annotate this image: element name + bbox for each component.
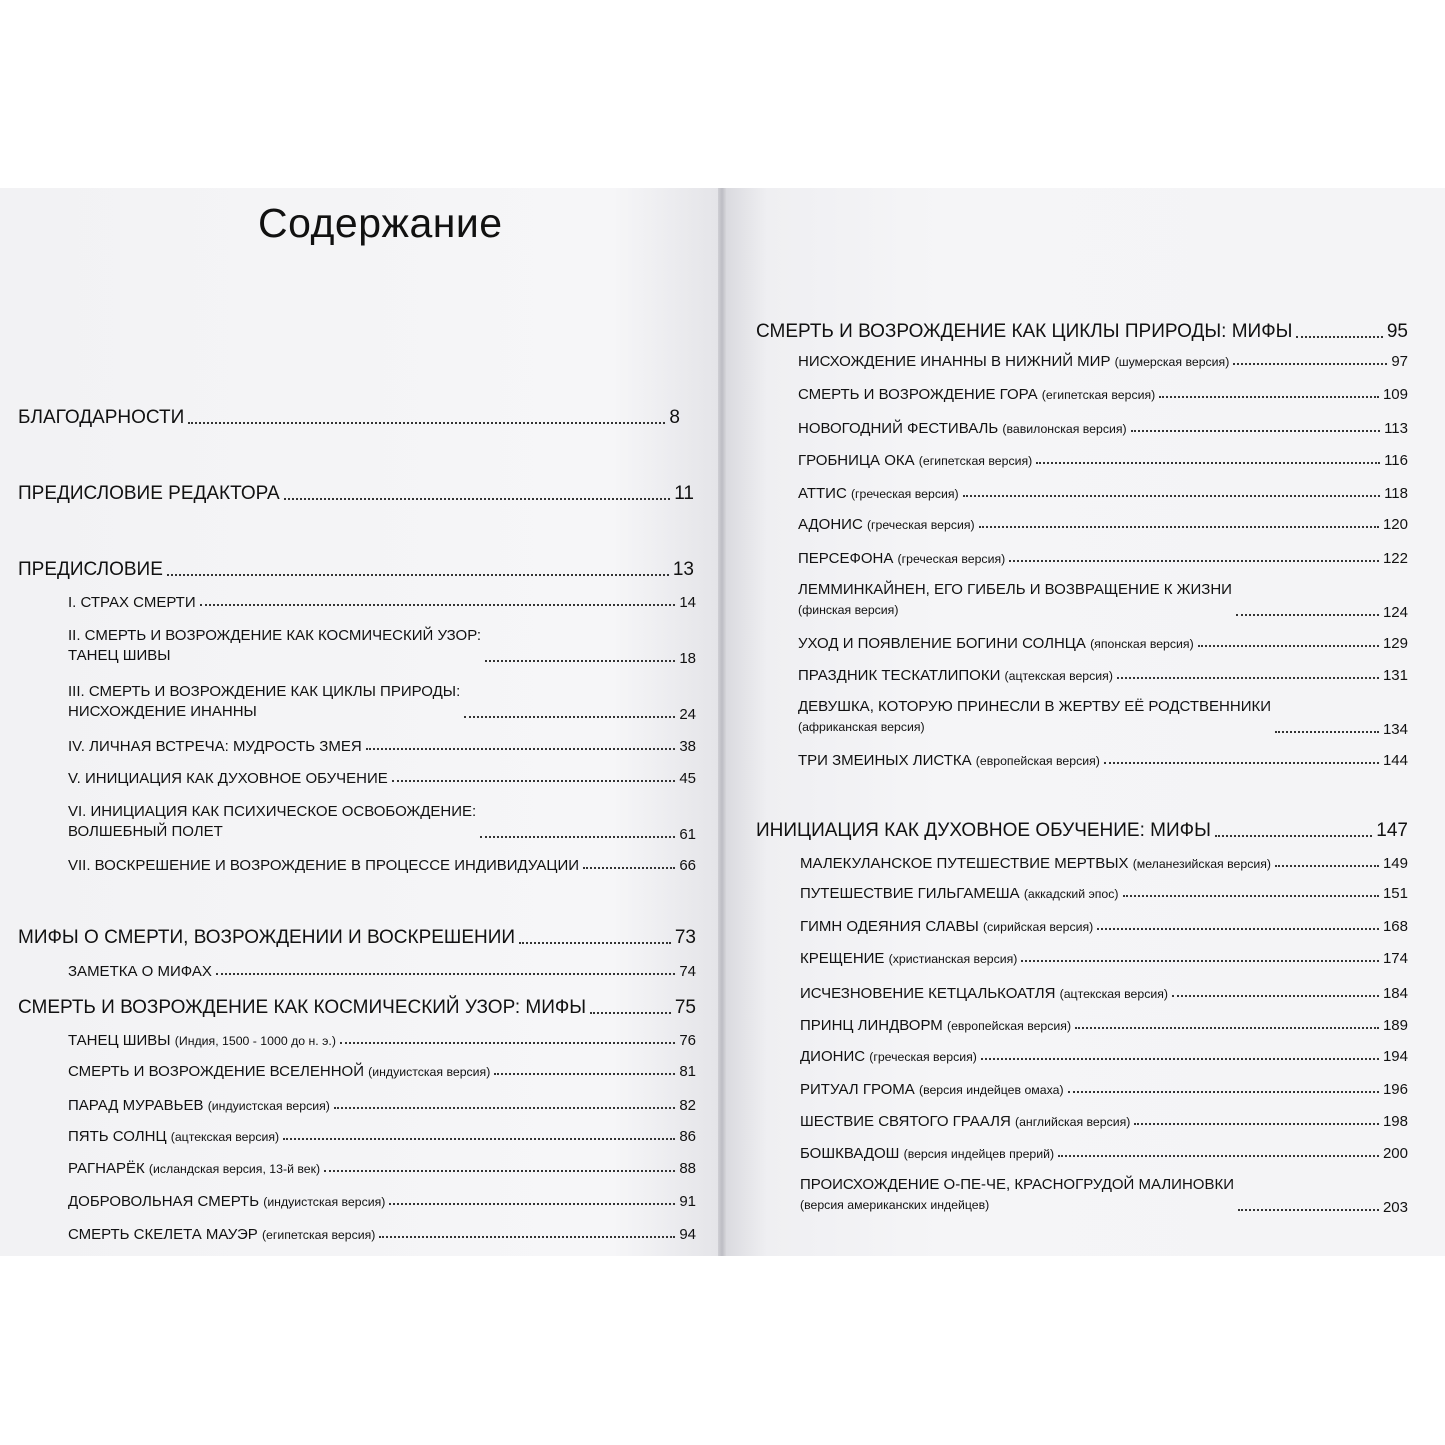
toc-entry-page-number: 174 [1382,950,1408,967]
toc-entry-note: (греческая версия) [866,518,975,532]
toc-entry-title: БОШКВАДОШ [800,1145,900,1162]
toc-entry-note: (греческая версия) [850,487,959,501]
toc-entry-page-number: 38 [679,738,696,755]
dot-leader [464,716,675,718]
toc-entry-page-number: 147 [1376,820,1408,841]
toc-entry-text [800,1145,1054,1162]
toc-entry-title: СМЕРТЬ И ВОЗРОЖДЕНИЕ ГОРА [798,386,1038,403]
toc-entry-text [798,752,1100,769]
toc-entry-note: (египетская версия) [918,454,1033,468]
toc-entry-title-line2: ВОЛШЕБНЫЙ ПОЛЕТ [68,823,223,841]
toc-entry-note: (африканская версия) [798,720,925,735]
toc-entry-text [798,353,1229,370]
dot-leader [963,495,1380,497]
dot-leader [1275,731,1379,733]
toc-entry-page-number: 66 [679,857,696,874]
toc-entry-title: ДЕВУШКА, КОТОРУЮ ПРИНЕСЛИ В ЖЕРТВУ ЕЁ РОДСТВЕННИКИ [798,698,1272,715]
toc-entry-adonis[interactable] [798,516,1408,533]
book-gutter [718,188,726,1256]
toc-entry-inanna-descent[interactable] [798,353,1408,370]
toc-entry-page-number: 194 [1382,1048,1408,1065]
dot-leader [1104,762,1379,764]
toc-entry-page-number: 97 [1391,353,1408,370]
toc-entry-page-number: 116 [1384,452,1408,469]
toc-entry-page-number: 11 [674,483,694,504]
toc-entry-title: ЗАМЕТКА О МИФАХ [68,963,212,980]
dot-leader [188,422,665,424]
toc-entry-title-line2: ТАНЕЦ ШИВЫ [68,647,171,665]
dot-leader [1036,462,1380,464]
toc-entry-title: ПРЕДИСЛОВИЕ РЕДАКТОРА [18,483,280,504]
toc-entry-thunder-ritual[interactable] [800,1081,1408,1098]
toc-entry-page-number: 120 [1382,516,1408,533]
toc-entry-page-number: 203 [1382,1198,1408,1216]
toc-entry-note: (сирийская версия) [983,920,1094,934]
dot-leader [389,1203,675,1205]
toc-entry-page-number: 73 [674,927,696,948]
toc-entry-tezcatlipoca[interactable] [798,667,1408,684]
toc-entry-text [68,1226,375,1243]
toc-entry-shiva-dance[interactable] [68,1032,696,1049]
toc-entry-text [798,635,1194,652]
page-title: Содержание [258,200,503,246]
toc-entry-cycles-of-nature[interactable] [68,682,696,723]
toc-entry-persephone[interactable] [798,550,1408,567]
toc-entry-baptism[interactable] [800,950,1408,967]
toc-entry-text [800,1048,977,1065]
toc-entry-title: НОВОГОДНИЙ ФЕСТИВАЛЬ [798,420,999,437]
toc-entry-page-number: 24 [679,705,696,723]
dot-leader [366,748,676,750]
toc-entry-page-number: 91 [679,1193,696,1210]
toc-entry-title: II. СМЕРТЬ И ВОЗРОЖДЕНИЕ КАК КОСМИЧЕСКИЙ УЗОР: [68,627,482,644]
toc-entry-title: НИСХОЖДЕНИЕ ИНАННЫ В НИЖНИЙ МИР [798,353,1111,370]
dot-leader [1233,363,1387,365]
dot-leader [283,1138,675,1140]
toc-entry-ragnarok[interactable] [68,1160,696,1177]
toc-entry-note: (ацтекская версия) [1059,987,1168,1001]
toc-entry-title: VI. ИНИЦИАЦИЯ КАК ПСИХИЧЕСКОЕ ОСВОБОЖДЕНИЕ: [68,803,477,820]
toc-entry-text [800,1175,1234,1216]
toc-entry-text [68,682,460,723]
toc-entry-note: (исландская версия, 13-й век) [148,1162,321,1176]
dot-leader [1009,560,1379,562]
toc-entry-text [68,1063,490,1080]
toc-entry-page-number: 82 [679,1097,696,1114]
toc-entry-note: (индуистская версия) [368,1065,491,1079]
toc-entry-page-number: 113 [1384,420,1408,437]
toc-entry-text [800,1017,1071,1034]
toc-entry-note: (ацтекская версия) [170,1130,280,1144]
toc-entry-text [798,452,1032,469]
dot-leader [1131,430,1380,432]
dot-leader [379,1236,675,1238]
dot-leader [519,942,671,944]
toc-entry-note: (версия индейцев прерий) [903,1147,1055,1161]
toc-entry-text [68,1128,279,1145]
toc-entry-page-number: 81 [679,1063,696,1080]
dot-leader [1021,960,1379,962]
dot-leader [216,973,675,975]
toc-entry-title: ПАРАД МУРАВЬЕВ [68,1097,204,1114]
toc-entry-gilgamesh[interactable] [800,885,1408,902]
toc-entry-page-number: 118 [1384,485,1408,502]
toc-entry-note: (японская версия) [1090,637,1194,651]
toc-entry-page-number: 14 [679,594,696,611]
toc-entry-note-on-myths[interactable] [68,963,696,980]
toc-entry-cosmic-pattern[interactable] [68,626,696,667]
toc-entry-ants-parade[interactable] [68,1097,696,1114]
toc-entry-acknowledgements[interactable] [18,407,680,429]
dot-leader [324,1170,675,1172]
toc-entry-page-number: 134 [1382,720,1408,738]
toc-entry-text [18,927,515,949]
toc-entry-malekula[interactable] [800,855,1408,872]
toc-entry-text [18,997,586,1019]
toc-entry-initiation-myths[interactable] [756,820,1408,842]
toc-entry-title: СМЕРТЬ И ВОЗРОЖДЕНИЕ КАК ЦИКЛЫ ПРИРОДЫ: МИФЫ [756,321,1293,342]
toc-entry-title: ПРИНЦ ЛИНДВОРМ [800,1017,943,1034]
toc-entry-page-number: 109 [1382,386,1408,403]
toc-entry-text [800,1081,1064,1098]
toc-entry-text [68,1097,330,1114]
toc-entry-page-number: 61 [679,825,696,843]
toc-entry-page-number: 129 [1382,635,1408,652]
toc-entry-note: (индуистская версия) [263,1195,386,1209]
toc-entry-title: СМЕРТЬ И ВОЗРОЖДЕНИЕ ВСЕЛЕННОЙ [68,1063,364,1080]
toc-entry-page-number: 18 [679,649,696,667]
toc-entry-title: ИНИЦИАЦИЯ КАК ДУХОВНОЕ ОБУЧЕНИЕ: МИФЫ [756,820,1211,841]
toc-entry-title: I. СТРАХ СМЕРТИ [68,594,196,611]
toc-entry-title: ЛЕММИНКАЙНЕН, ЕГО ГИБЕЛЬ И ВОЗВРАЩЕНИЕ К ЖИЗНИ [798,581,1232,598]
toc-entry-new-year[interactable] [798,420,1408,437]
toc-entry-text [798,485,959,502]
toc-entry-fear-of-death[interactable] [68,594,696,611]
dot-leader [167,574,669,576]
toc-entry-page-number: 200 [1382,1145,1408,1162]
toc-entry-title: III. СМЕРТЬ И ВОЗРОЖДЕНИЕ КАК ЦИКЛЫ ПРИРОДЫ: [68,683,461,700]
toc-entry-personal-encounter[interactable] [68,738,696,755]
toc-entry-text [800,985,1168,1002]
toc-entry-text [798,580,1232,621]
toc-entry-text [756,321,1292,343]
toc-entry-note: (английская версия) [1014,1115,1131,1129]
toc-entry-note: (греческая версия) [869,1050,977,1064]
toc-entry-page-number: 122 [1382,550,1408,567]
toc-entry-title: ГРОБНИЦА ОКА [798,452,915,469]
dot-leader [1058,1155,1379,1157]
toc-entry-text [800,950,1017,967]
toc-entry-title: АТТИС [798,485,847,502]
toc-entry-text [800,885,1119,902]
dot-leader [1172,995,1379,997]
toc-entry-universe-death[interactable] [68,1063,696,1080]
toc-entry-page-number: 198 [1382,1113,1408,1130]
toc-entry-text [798,550,1005,567]
dot-leader [1134,1123,1379,1125]
toc-entry-note: (христианская версия) [888,952,1018,966]
toc-entry-page-number: 168 [1382,918,1408,935]
toc-entry-title: КРЕЩЕНИЕ [800,950,885,967]
dot-leader [1296,336,1382,338]
toc-entry-horus[interactable] [798,386,1408,403]
toc-entry-page-number: 151 [1382,885,1408,902]
toc-entry-page-number: 196 [1382,1081,1408,1098]
toc-entry-text [68,963,212,980]
dot-leader [1198,645,1379,647]
toc-entry-page-number: 88 [679,1160,696,1177]
toc-entry-text [800,855,1271,872]
dot-leader [1215,835,1372,837]
toc-entry-title: ТРИ ЗМЕИНЫХ ЛИСТКА [798,752,972,769]
toc-entry-title: ДИОНИС [800,1048,866,1065]
toc-entry-note: (греческая версия) [897,552,1006,566]
toc-entry-resurrection-individuation[interactable] [68,857,696,874]
dot-leader [485,660,675,662]
toc-entry-note: (версия индейцев омаха) [918,1083,1064,1097]
toc-entry-note: (аккадский эпос) [1023,887,1119,901]
dot-leader [1159,396,1379,398]
toc-entry-holy-grail[interactable] [800,1113,1408,1130]
dot-leader [979,526,1379,528]
toc-entry-title: ПУТЕШЕСТВИЕ ГИЛЬГАМЕША [800,885,1020,902]
toc-entry-page-number: 149 [1382,855,1408,872]
toc-entry-note: (вавилонская версия) [1002,422,1127,436]
toc-entry-text [68,770,388,787]
toc-entry-page-number: 75 [674,997,696,1018]
toc-entry-five-suns[interactable] [68,1128,696,1145]
toc-entry-title: МИФЫ О СМЕРТИ, ВОЗРОЖДЕНИИ И ВОСКРЕШЕНИИ [18,927,516,948]
toc-entry-page-number: 131 [1382,667,1408,684]
toc-entry-page-number: 8 [669,407,680,428]
toc-entry-note: (шумерская версия) [1114,355,1230,369]
toc-entry-title: ПРОИСХОЖДЕНИЕ О-ПЕ-ЧЕ, КРАСНОГРУДОЙ МАЛИНОВКИ [800,1176,1234,1193]
toc-entry-title: IV. ЛИЧНАЯ ВСТРЕЧА: МУДРОСТЬ ЗМЕЯ [68,738,362,755]
toc-entry-voluntary-death[interactable] [68,1193,696,1210]
toc-entry-quetzalcoatl[interactable] [800,985,1408,1002]
dot-leader [1075,1027,1379,1029]
toc-entry-page-number: 45 [679,770,696,787]
toc-entry-title: ТАНЕЦ ШИВЫ [68,1032,171,1049]
toc-entry-text [756,820,1211,842]
toc-entry-sun-goddess[interactable] [798,635,1408,652]
toc-entry-psychic-liberation[interactable] [68,802,696,843]
dot-leader [494,1073,675,1075]
toc-entry-text [798,697,1271,738]
toc-entry-o-pe-che[interactable] [800,1175,1408,1216]
toc-entry-text [798,667,1113,684]
toc-entry-page-number: 95 [1386,321,1408,342]
toc-entry-sacrificed-girl[interactable] [798,697,1408,738]
toc-entry-text [18,483,280,505]
toc-entry-page-number: 144 [1382,752,1408,769]
toc-entry-title: БЛАГОДАРНОСТИ [18,407,185,428]
toc-entry-preface[interactable] [18,559,694,581]
toc-entry-title: УХОД И ПОЯВЛЕНИЕ БОГИНИ СОЛНЦА [798,635,1086,652]
dot-leader [590,1012,671,1014]
dot-leader [1238,1209,1379,1211]
toc-entry-text [68,1032,336,1049]
toc-entry-page-number: 74 [679,963,696,980]
toc-entry-text [798,386,1155,403]
toc-entry-title: ПРЕДИСЛОВИЕ [18,559,163,580]
toc-entry-attis[interactable] [798,485,1408,502]
toc-entry-title: МАЛЕКУЛАНСКОЕ ПУТЕШЕСТВИЕ МЕРТВЫХ [800,855,1129,872]
toc-entry-text [68,857,579,874]
toc-entry-title: VII. ВОСКРЕШЕНИЕ И ВОЗРОЖДЕНИЕ В ПРОЦЕССЕ ИНДИВИДУАЦИИ [68,857,580,874]
toc-entry-text [68,802,476,843]
toc-entry-editor-preface[interactable] [18,483,694,505]
toc-entry-title: СМЕРТЬ СКЕЛЕТА МАУЭР [68,1226,258,1243]
toc-entry-text [800,918,1093,935]
toc-entry-page-number: 184 [1382,985,1408,1002]
toc-entry-note: (индуистская версия) [207,1099,330,1113]
toc-entry-title: АДОНИС [798,516,863,533]
toc-entry-title: ПРАЗДНИК ТЕСКАТЛИПОКИ [798,667,1001,684]
toc-entry-page-number: 94 [679,1226,696,1243]
dot-leader [200,604,676,606]
toc-entry-three-snake-leaves[interactable] [798,752,1408,769]
toc-entry-dionysus[interactable] [800,1048,1408,1065]
toc-entry-text [18,559,163,581]
toc-entry-title: РАГНАРЁК [68,1160,145,1177]
toc-entry-title: ПЕРСЕФОНА [798,550,894,567]
toc-entry-myths-of-death[interactable] [18,927,696,949]
toc-entry-initiation-learning[interactable] [68,770,696,787]
toc-entry-cosmic-pattern-myths[interactable] [18,997,696,1019]
dot-leader [480,836,675,838]
toc-entry-text [798,420,1127,437]
toc-entry-text [800,1113,1130,1130]
toc-entry-note: (версия американских индейцев) [800,1198,990,1213]
toc-entry-mauer-skeleton[interactable] [68,1226,696,1243]
toc-entry-text [68,738,362,755]
toc-entry-page-number: 189 [1382,1017,1408,1034]
toc-entry-text [68,1160,320,1177]
dot-leader [1068,1091,1379,1093]
dot-leader [1097,928,1379,930]
toc-entry-note: (Индия, 1500 - 1000 до н. э.) [174,1034,336,1048]
toc-entry-title: СМЕРТЬ И ВОЗРОЖДЕНИЕ КАК КОСМИЧЕСКИЙ УЗОР: МИФЫ [18,997,587,1018]
toc-entry-title: ПЯТЬ СОЛНЦ [68,1128,167,1145]
toc-entry-title: ГИМН ОДЕЯНИЯ СЛАВЫ [800,918,979,935]
toc-entry-lindworm[interactable] [800,1017,1408,1034]
toc-entry-lemminkainen[interactable] [798,580,1408,621]
dot-leader [340,1042,675,1044]
toc-entry-note: (европейская версия) [946,1019,1072,1033]
toc-entry-tomb-of-oka[interactable] [798,452,1408,469]
dot-leader [392,780,676,782]
dot-leader [334,1107,675,1109]
toc-entry-page-number: 124 [1382,603,1408,621]
toc-entry-title: ИСЧЕЗНОВЕНИЕ КЕТЦАЛЬКОАТЛЯ [800,985,1056,1002]
toc-entry-note: (египетская версия) [1041,388,1156,402]
toc-entry-title: V. ИНИЦИАЦИЯ КАК ДУХОВНОЕ ОБУЧЕНИЕ [68,770,388,787]
toc-entry-text [68,1193,385,1210]
dot-leader [583,867,675,869]
dot-leader [1275,865,1379,867]
toc-entry-page-number: 86 [679,1128,696,1145]
dot-leader [1117,677,1379,679]
toc-entry-title: ШЕСТВИЕ СВЯТОГО ГРААЛЯ [800,1113,1011,1130]
toc-entry-text [68,594,196,611]
toc-entry-page-number: 76 [679,1032,696,1049]
toc-entry-nature-cycles-myths[interactable] [756,321,1408,343]
toc-entry-robe-of-glory[interactable] [800,918,1408,935]
toc-entry-note: (египетская версия) [261,1228,376,1242]
dot-leader [1123,895,1379,897]
toc-entry-title: ДОБРОВОЛЬНАЯ СМЕРТЬ [68,1193,260,1210]
dot-leader [1236,614,1379,616]
toc-entry-text [798,516,975,533]
toc-entry-title-line2: НИСХОЖДЕНИЕ ИНАННЫ [68,703,257,721]
dot-leader [981,1058,1379,1060]
dot-leader [284,498,671,500]
toc-entry-note: (европейская версия) [975,754,1100,768]
toc-entry-boshkvadosh[interactable] [800,1145,1408,1162]
toc-entry-note: (финская версия) [798,603,899,618]
toc-entry-text [68,626,481,667]
toc-entry-note: (ацтекская версия) [1004,669,1113,683]
toc-entry-text [18,407,184,429]
toc-entry-note: (меланезийская версия) [1132,857,1271,871]
toc-entry-title: РИТУАЛ ГРОМА [800,1081,915,1098]
toc-entry-page-number: 13 [672,559,694,580]
